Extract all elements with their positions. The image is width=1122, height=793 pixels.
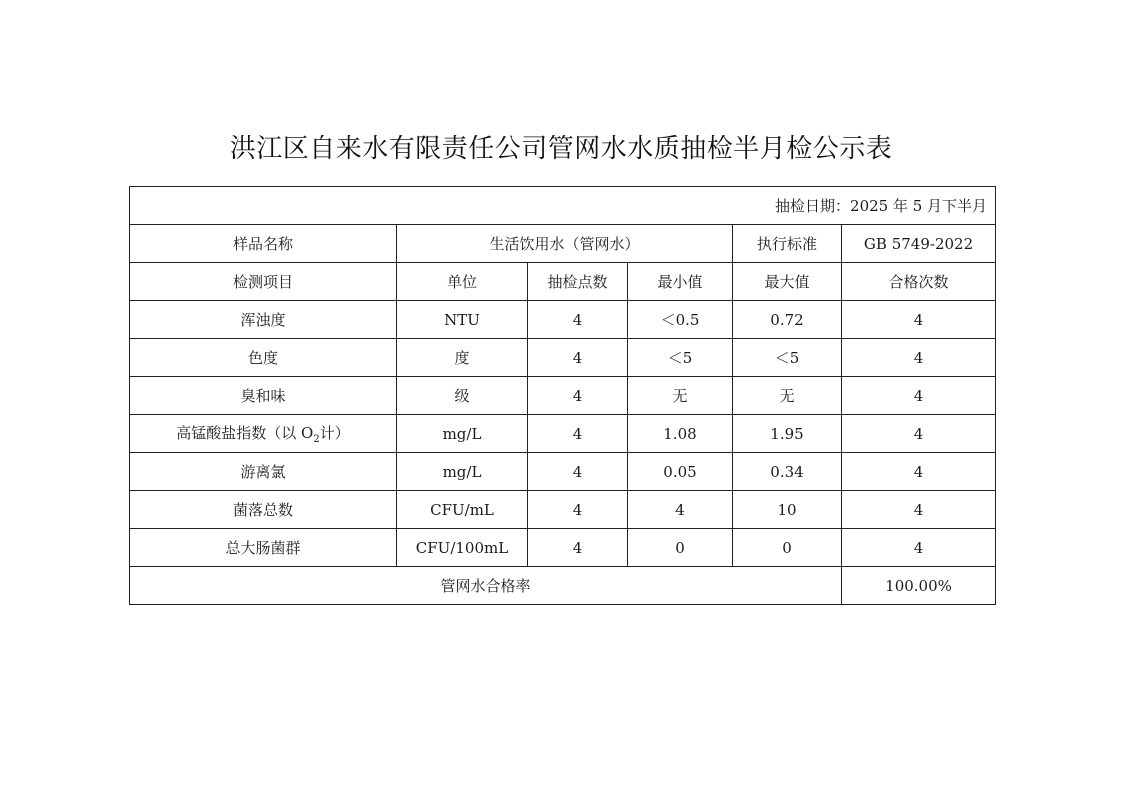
item-prefix: 高锰酸盐指数（以 O [176,424,314,442]
points-cell: 4 [528,491,628,529]
pass-rate-value: 100.00% [842,567,996,605]
item-cell: 臭和味 [130,377,397,415]
min-cell: 无 [628,377,733,415]
unit-cell: CFU/mL [397,491,528,529]
min-cell: 1.08 [628,415,733,453]
points-cell: 4 [528,453,628,491]
header-unit: 单位 [397,263,528,301]
table-row [130,301,996,339]
item-cell: 色度 [130,339,397,377]
sample-name-value: 生活饮用水（管网水） [397,225,733,263]
table-row [130,453,996,491]
points-cell: 4 [528,377,628,415]
item-suffix: 计） [319,424,350,442]
item-cell: 浑浊度 [130,301,397,339]
max-cell: 0.34 [733,453,842,491]
sample-row [130,225,996,263]
max-cell: 0 [733,529,842,567]
header-item: 检测项目 [130,263,397,301]
points-cell: 4 [528,415,628,453]
item-cell: 总大肠菌群 [130,529,397,567]
points-cell: 4 [528,529,628,567]
min-cell: ＜5 [628,339,733,377]
table-row [130,529,996,567]
pass-cell: 4 [842,415,996,453]
header-pass: 合格次数 [842,263,996,301]
standard-value: GB 5749-2022 [842,225,996,263]
date-row [130,187,996,225]
max-cell: 10 [733,491,842,529]
pass-rate-label: 管网水合格率 [130,567,842,605]
item-cell: 游离氯 [130,453,397,491]
pass-cell: 4 [842,301,996,339]
footer-row [130,567,996,605]
unit-cell: mg/L [397,453,528,491]
min-cell: ＜0.5 [628,301,733,339]
min-cell: 0.05 [628,453,733,491]
unit-cell: 级 [397,377,528,415]
standard-label: 执行标准 [733,225,842,263]
inspection-date: 抽检日期：2025 年 5 月下半月 [130,187,996,225]
pass-cell: 4 [842,339,996,377]
min-cell: 0 [628,529,733,567]
unit-cell: CFU/100mL [397,529,528,567]
item-subscript: 2 [313,434,320,445]
max-cell: 1.95 [733,415,842,453]
item-cell: 菌落总数 [130,491,397,529]
points-cell: 4 [528,339,628,377]
header-max: 最大值 [733,263,842,301]
min-cell: 4 [628,491,733,529]
table-row [130,491,996,529]
header-points: 抽检点数 [528,263,628,301]
sample-name-label: 样品名称 [130,225,397,263]
points-cell: 4 [528,301,628,339]
table-row [130,415,996,453]
table-row [130,377,996,415]
table-row [130,339,996,377]
max-cell: 无 [733,377,842,415]
pass-cell: 4 [842,529,996,567]
pass-cell: 4 [842,377,996,415]
header-min: 最小值 [628,263,733,301]
pass-cell: 4 [842,453,996,491]
water-quality-table [129,186,996,605]
max-cell: 0.72 [733,301,842,339]
item-cell [130,415,397,453]
header-row [130,263,996,301]
unit-cell: mg/L [397,415,528,453]
max-cell: ＜5 [733,339,842,377]
unit-cell: NTU [397,301,528,339]
unit-cell: 度 [397,339,528,377]
page-title: 洪江区自来水有限责任公司管网水水质抽检半月检公示表 [229,134,893,164]
pass-cell: 4 [842,491,996,529]
